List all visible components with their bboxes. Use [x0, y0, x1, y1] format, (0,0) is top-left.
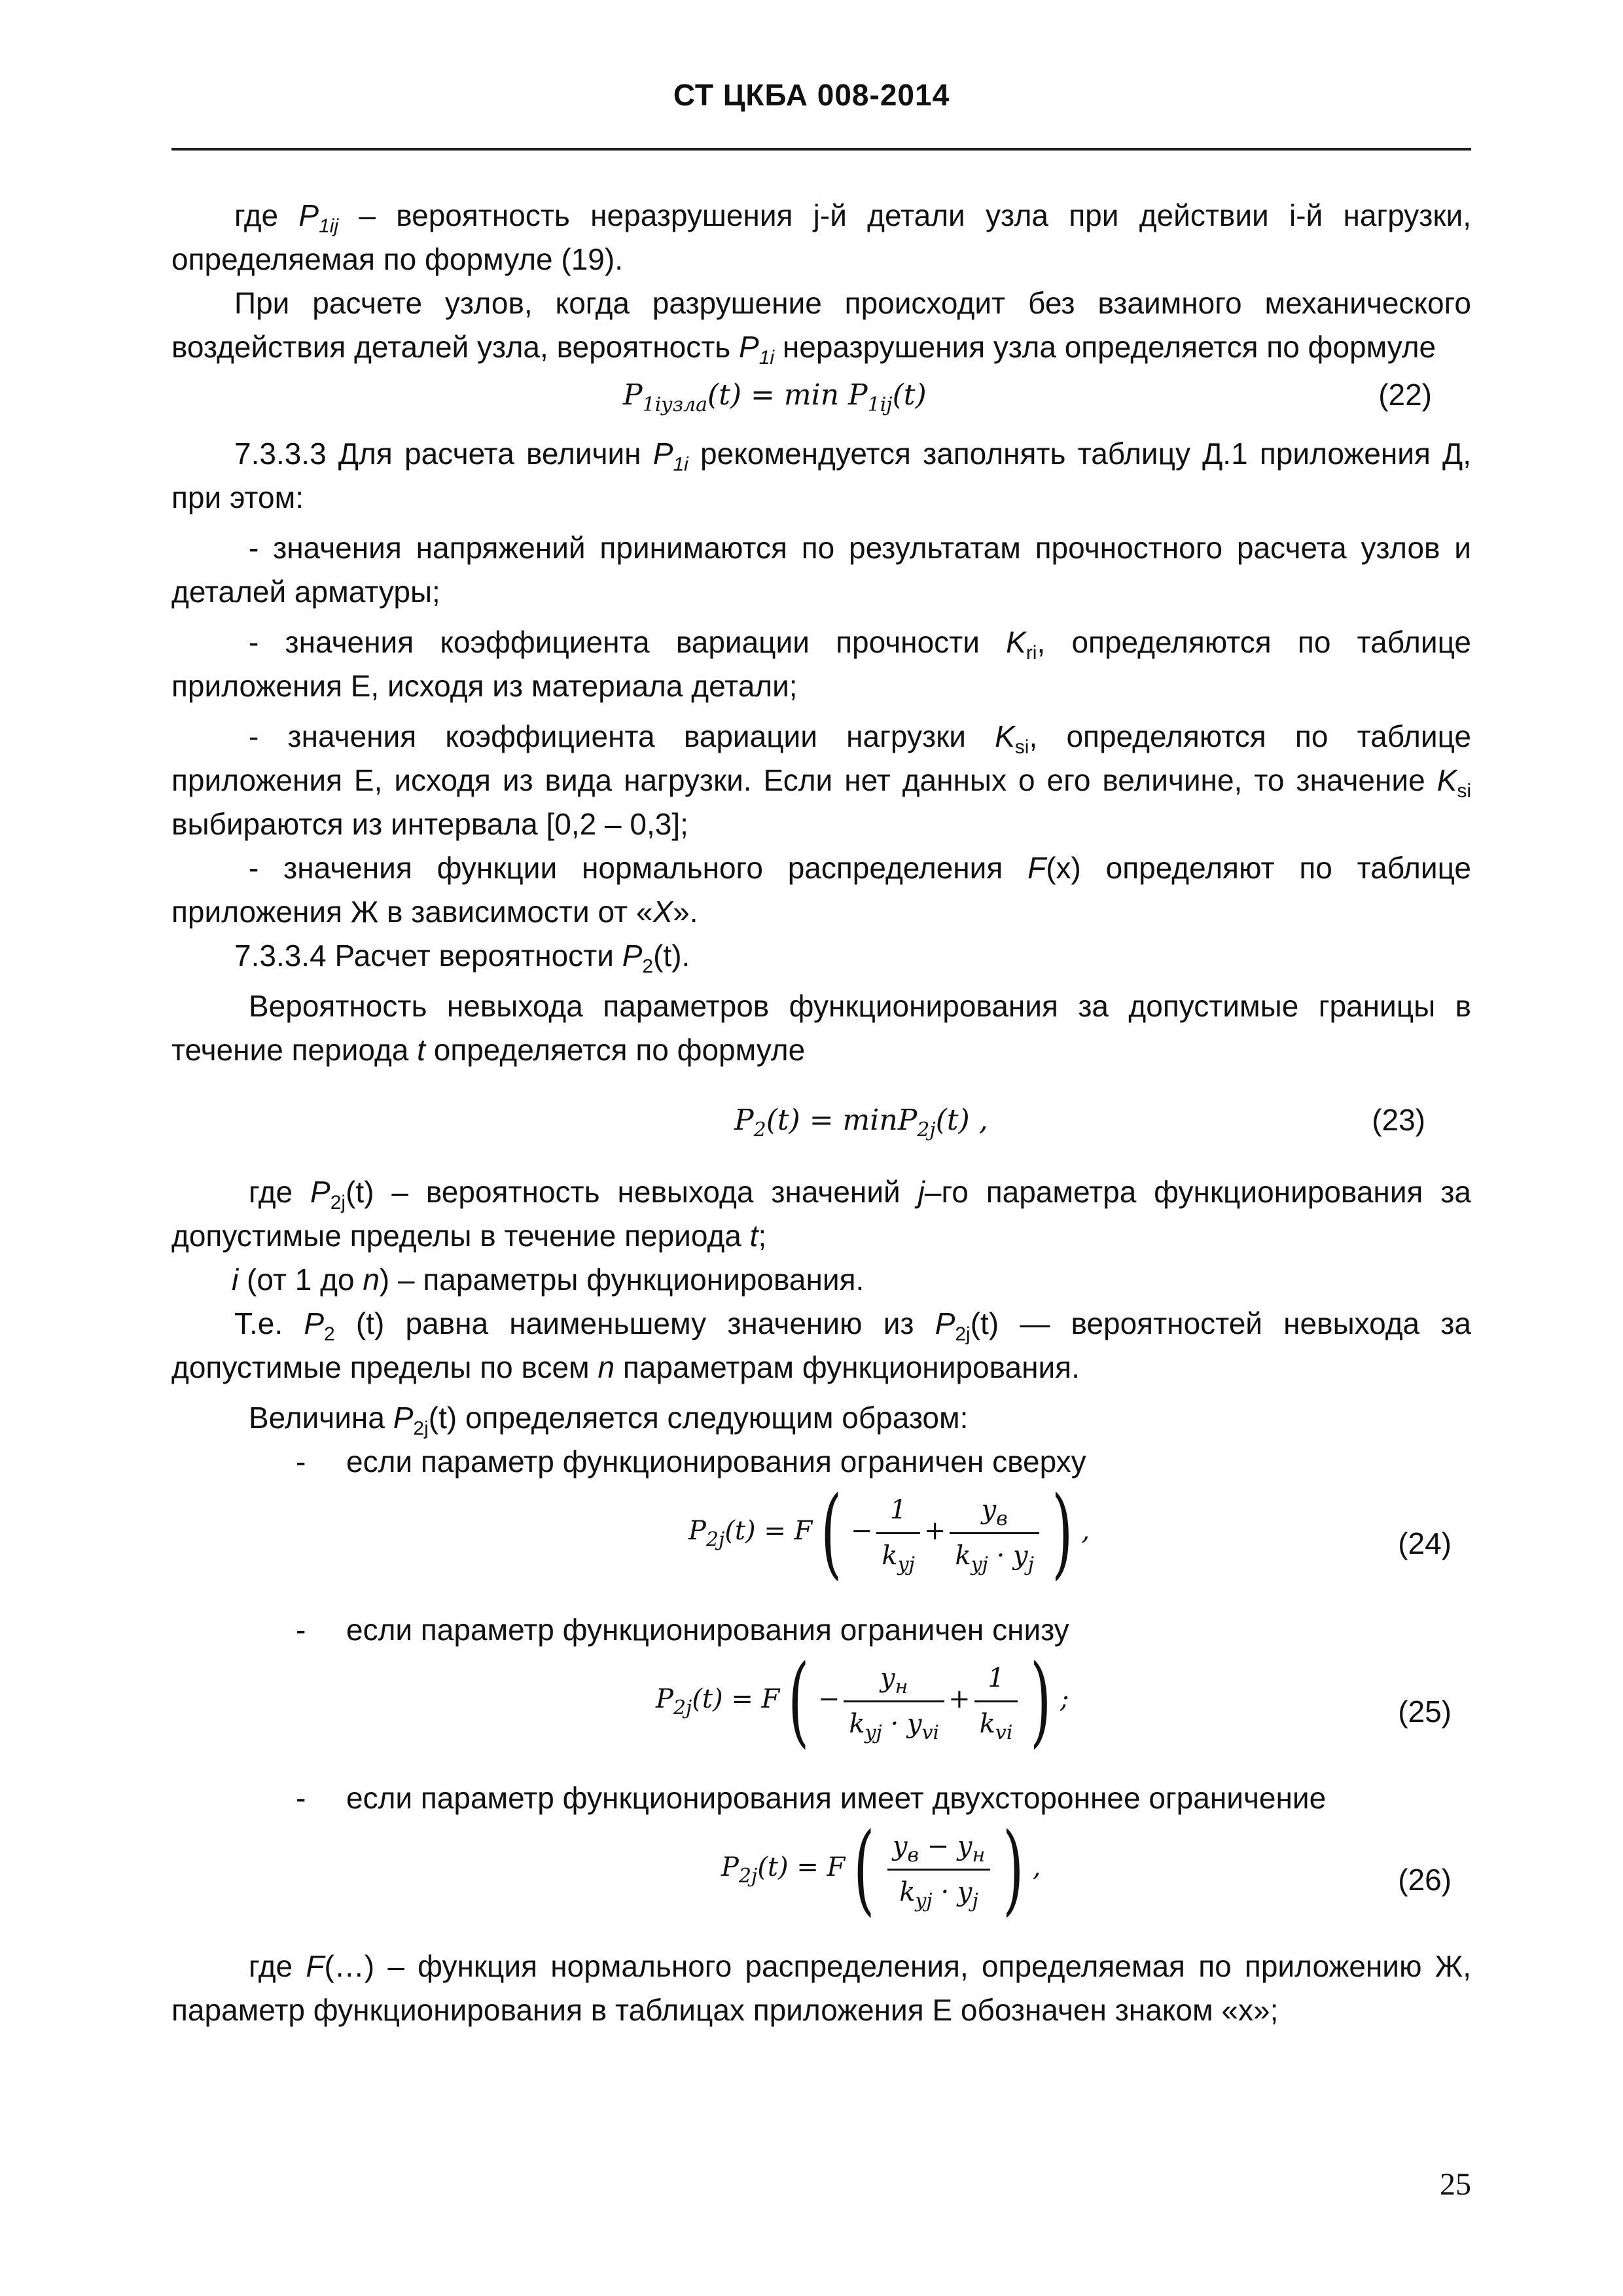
- document-body: [171, 194, 1471, 2032]
- formula-24: $P_{2j}(t) = F$( − $\frac{1}{k_{yj}}$ + $\frac{y_в}{k_{yj} \cdot y_j}$ ) , (24): [688, 1476, 1452, 1590]
- paragraph: где $P_{2j}(t)$ – вероятность невыхода значений j–го параметра функционирования за допустимые пределы в течение периода t;: [171, 1175, 1472, 1253]
- page-header: СТ ЦКБА 008-2014: [673, 78, 950, 112]
- page-number: 25: [1440, 2167, 1471, 2202]
- formula-number: (22): [1378, 378, 1432, 412]
- paragraph: 7.3.3.3 Для расчета величин $P_{1i}$ рекомендуется заполнять таблицу Д.1 приложения Д, при этом:: [171, 437, 1471, 514]
- header-rule: [171, 148, 1471, 151]
- paragraph: Величина $P_{2j}(t)$ определяется следующим образом:: [249, 1401, 969, 1439]
- formula-number: (24): [1398, 1526, 1452, 1560]
- paragraph: i (от 1 до n) – параметры функционирования.: [232, 1263, 865, 1297]
- list-item: - значения коэффициента вариации прочности $K_{ri}$, определяются по таблице приложения Е, исходя из материала детали;: [171, 625, 1471, 703]
- formula-number: (26): [1398, 1863, 1452, 1897]
- list-item: - значения коэффициента вариации нагрузки $K_{si}$, определяются по таблице приложения Е, исходя из вида нагрузки. Если нет данных о его величине, то значение $K_{si}$ выбираются из интервала [0,2 – 0,3];: [171, 719, 1471, 841]
- list-item: - если параметр функционирования ограничен снизу: [296, 1613, 1069, 1647]
- paragraph: где F(…) – функция нормального распределения, определяемая по приложению Ж, параметр функционирования в таблицах приложения Е обозначен знаком «х»;: [171, 1949, 1471, 2027]
- list-item: - если параметр функционирования ограничен сверху: [296, 1444, 1086, 1479]
- paragraph: где $P_{1ij}$ – вероятность неразрушения j-й детали узла при действии i-й нагрузки, определяемая по формуле (19).: [171, 198, 1471, 276]
- formula-26: $P_{2j}(t) = F$( $\frac{y_в - y_н}{k_{yj} \cdot y_j}$ ) , (26): [721, 1812, 1452, 1926]
- list-item: - значения функции нормального распределения F(x) определяют по таблице приложения Ж в зависимости от «X».: [171, 851, 1471, 929]
- formula-number: (25): [1398, 1695, 1452, 1729]
- paragraph: При расчете узлов, когда разрушение происходит без взаимного механического воздействия деталей узла, вероятность $P_{1i}$ неразрушения узла определяется по формуле: [171, 286, 1471, 368]
- formula-22: $P_{1iузла}(t) = \min P_{1ij}(t)$ (22): [171, 369, 1471, 432]
- list-item: - значения напряжений принимаются по результатам прочностного расчета узлов и деталей арматуры;: [171, 531, 1471, 609]
- list-item: - если параметр функционирования имеет двухстороннее ограничение: [296, 1781, 1327, 1815]
- section-heading: 7.3.3.4 Расчет вероятности $P_2(t)$.: [234, 939, 690, 977]
- formula-23: $P_2(t) = \min P_{2j}(t)$ , (23): [171, 1072, 1471, 1170]
- paragraph: Т.е. $P_2$ (t) равна наименьшему значению из $P_{2j}(t)$ — вероятностей невыхода за допустимые пределы по всем n параметрам функционирования.: [171, 1306, 1471, 1384]
- formula-25: $P_{2j}(t) = F$( − $\frac{y_н}{k_{yj} \cdot y_{vi}}$ + $\frac{1}{k_{vi}}$ ) ; (25): [656, 1644, 1452, 1758]
- formula-number: (23): [1372, 1103, 1425, 1137]
- paragraph: Вероятность невыхода параметров функционирования за допустимые границы в течение периода t определяется по формуле: [171, 989, 1471, 1067]
